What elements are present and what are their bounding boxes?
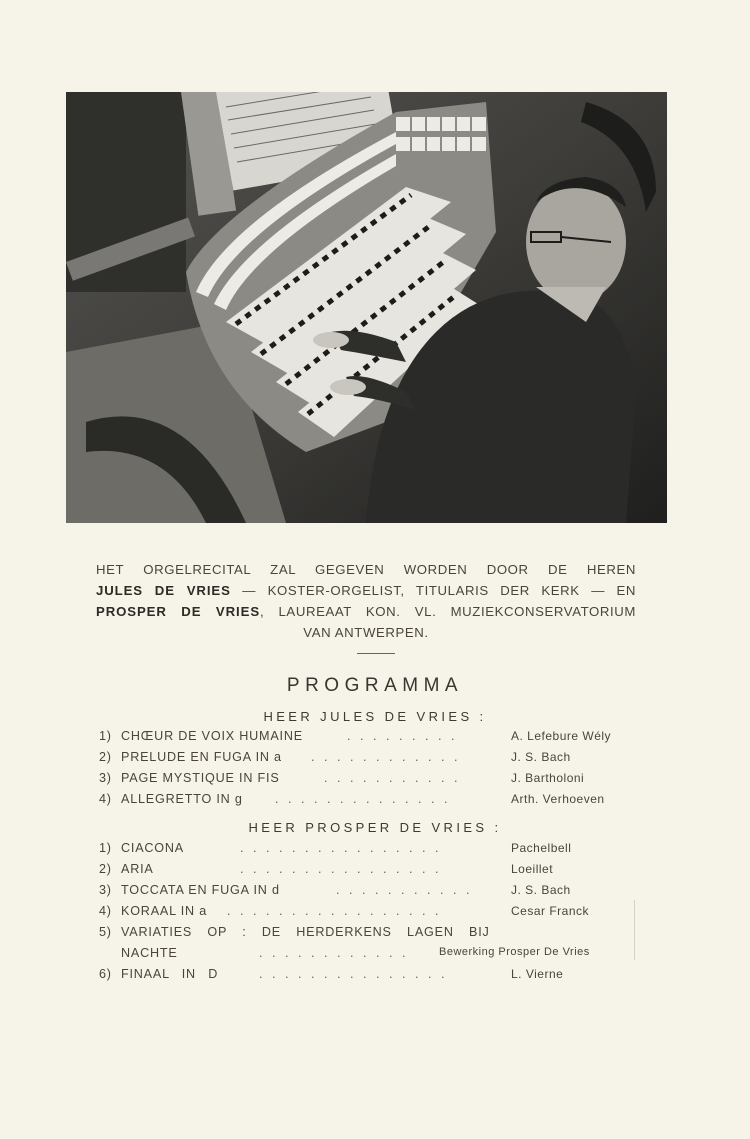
leader-dots: . . . . . . . . . . . . . . bbox=[275, 792, 448, 806]
leader-dots: . . . . . . . . . . . . bbox=[259, 946, 406, 960]
item-number: 4) bbox=[99, 792, 112, 806]
divider-line bbox=[357, 653, 395, 654]
piece-title: PRELUDE EN FUGA IN a bbox=[121, 750, 282, 764]
leader-dots: . . . . . . . . . . . . . . . . . bbox=[227, 904, 439, 918]
composer: Pachelbell bbox=[511, 841, 572, 855]
composer: J. S. Bach bbox=[511, 883, 571, 897]
composer: Arth. Verhoeven bbox=[511, 792, 605, 806]
item-number: 2) bbox=[99, 750, 112, 764]
composer: Bewerking Prosper De Vries bbox=[439, 946, 590, 958]
composer: Cesar Franck bbox=[511, 904, 590, 918]
piece-title: ARIA bbox=[121, 862, 154, 876]
item-number: 2) bbox=[99, 862, 112, 876]
piece-title: FINAAL IN D bbox=[121, 967, 219, 981]
list-item bbox=[99, 750, 639, 771]
piece-title: CIACONA bbox=[121, 841, 184, 855]
item-number: 4) bbox=[99, 904, 112, 918]
intro-paragraph bbox=[96, 559, 636, 643]
intro-line-2-rest: — KOSTER-ORGELIST, TITULARIS DER KERK — EN bbox=[230, 583, 636, 598]
list-item bbox=[99, 883, 639, 904]
margin-rule bbox=[634, 900, 635, 960]
leader-dots: . . . . . . . . . . . bbox=[336, 883, 470, 897]
composer: J. Bartholoni bbox=[511, 771, 585, 785]
intro-line-3-rest: , LAUREAAT KON. VL. MUZIEKCONSERVATORIUM bbox=[260, 604, 636, 619]
leader-dots: . . . . . . . . . . . . . . . . bbox=[240, 862, 439, 876]
piece-title: CHŒUR DE VOIX HUMAINE bbox=[121, 729, 303, 743]
leader-dots: . . . . . . . . . . . . . . . . bbox=[240, 841, 439, 855]
intro-line-2 bbox=[96, 580, 636, 601]
composer: L. Vierne bbox=[511, 967, 564, 981]
intro-line-1: HET ORGELRECITAL ZAL GEGEVEN WORDEN DOOR DE HEREN bbox=[96, 562, 636, 577]
list-item bbox=[99, 729, 639, 750]
organist-photo bbox=[66, 92, 667, 523]
leader-dots: . . . . . . . . . . . bbox=[324, 771, 458, 785]
leader-dots: . . . . . . . . . . . . . . . bbox=[259, 967, 445, 981]
list-item bbox=[99, 862, 639, 883]
section-heading-jules: HEER JULES DE VRIES : bbox=[263, 709, 487, 724]
piece-title: NACHTE bbox=[121, 946, 178, 960]
list-item bbox=[99, 925, 639, 946]
organ-console-image bbox=[66, 92, 667, 523]
programma-title: PROGRAMMA bbox=[286, 675, 464, 696]
piece-title: KORAAL IN a bbox=[121, 904, 208, 918]
list-item bbox=[99, 841, 639, 862]
item-number: 6) bbox=[99, 967, 112, 981]
program-list-jules bbox=[99, 729, 639, 813]
performer-name-prosper: PROSPER DE VRIES bbox=[96, 604, 261, 619]
composer: Loeillet bbox=[511, 862, 554, 876]
piece-title: PAGE MYSTIQUE IN FIS bbox=[121, 771, 280, 785]
leader-dots: . . . . . . . . . . . . bbox=[311, 750, 458, 764]
intro-line-4: VAN ANTWERPEN. bbox=[303, 625, 429, 640]
composer: A. Lefebure Wély bbox=[511, 729, 612, 743]
item-number: 3) bbox=[99, 771, 112, 785]
item-number: 5) bbox=[99, 925, 112, 939]
item-number: 1) bbox=[99, 841, 112, 855]
piece-title: VARIATIES OP : DE HERDERKENS LAGEN BIJ bbox=[121, 925, 490, 939]
performer-name-jules: JULES DE VRIES bbox=[96, 583, 231, 598]
section-heading-prosper: HEER PROSPER DE VRIES : bbox=[248, 820, 502, 835]
list-item bbox=[99, 904, 639, 925]
list-item bbox=[99, 946, 639, 967]
list-item bbox=[99, 771, 639, 792]
program-list-prosper bbox=[99, 841, 639, 988]
leader-dots: . . . . . . . . . bbox=[347, 729, 455, 743]
item-number: 3) bbox=[99, 883, 112, 897]
list-item bbox=[99, 967, 639, 988]
list-item bbox=[99, 792, 639, 813]
intro-line-3 bbox=[96, 601, 636, 622]
item-number: 1) bbox=[99, 729, 112, 743]
composer: J. S. Bach bbox=[511, 750, 571, 764]
piece-title: TOCCATA EN FUGA IN d bbox=[121, 883, 280, 897]
piece-title: ALLEGRETTO IN g bbox=[121, 792, 243, 806]
